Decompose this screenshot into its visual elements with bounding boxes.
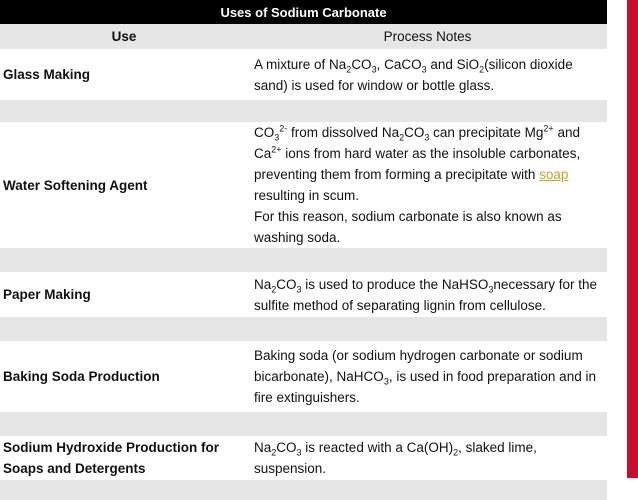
table-row: [0, 122, 607, 248]
table-spacer-row: [0, 480, 607, 500]
table-title: Uses of Sodium Carbonate: [0, 0, 607, 24]
notes-cell: Baking soda (or sodium hydrogen carbonate or sodium bicarbonate), NaHCO$_3$, is used in food preparation and in fire extinguishers.: [248, 341, 607, 412]
table-title-row: [0, 0, 607, 24]
notes-cell: $Na_2CO_3$ is reacted with a $Ca(OH)_2$, slaked lime, suspension.: [248, 436, 607, 480]
table-spacer-row: [0, 412, 607, 436]
notes-cell: $Na_2CO_3$ is used to produce the NaHSO$_3$necessary for the sulfite method of separating lignin from cellulose.: [248, 272, 607, 317]
notes-cell: $CO_3^{2-}$ from dissolved $Na_2CO_3$ can precipitate $Mg^{2+}$ and $Ca^{2+}$ ions from hard water as the insoluble carbonates, preventing them from forming a precipitate with soap resulting in scum. For this reason, sodium carbonate is also known as washing soda.: [248, 122, 607, 248]
table-spacer-row: [0, 248, 607, 272]
use-cell: Water Softening Agent: [0, 122, 248, 248]
use-cell: Baking Soda Production: [0, 341, 248, 412]
table-row: [0, 341, 607, 412]
table-row: [0, 272, 607, 317]
slide-margin: [607, 0, 627, 478]
header-use: Use: [0, 24, 248, 49]
use-cell: Sodium Hydroxide Production for Soaps and Detergents: [0, 436, 248, 480]
table-header-row: [0, 24, 607, 49]
table-row: [0, 436, 607, 480]
use-cell: Paper Making: [0, 272, 248, 317]
table-spacer-row: [0, 317, 607, 341]
soap-link[interactable]: soap: [539, 167, 569, 182]
header-process-notes: Process Notes: [248, 24, 607, 49]
table-row: [0, 49, 607, 100]
notes-cell: A mixture of $Na_2CO_3$, CaCO$_3$ and SiO$_2$(silicon dioxide sand) is used for window or bottle glass.: [248, 49, 607, 100]
accent-bar: [627, 0, 638, 478]
table-spacer-row: [0, 100, 607, 122]
use-cell: Glass Making: [0, 49, 248, 100]
